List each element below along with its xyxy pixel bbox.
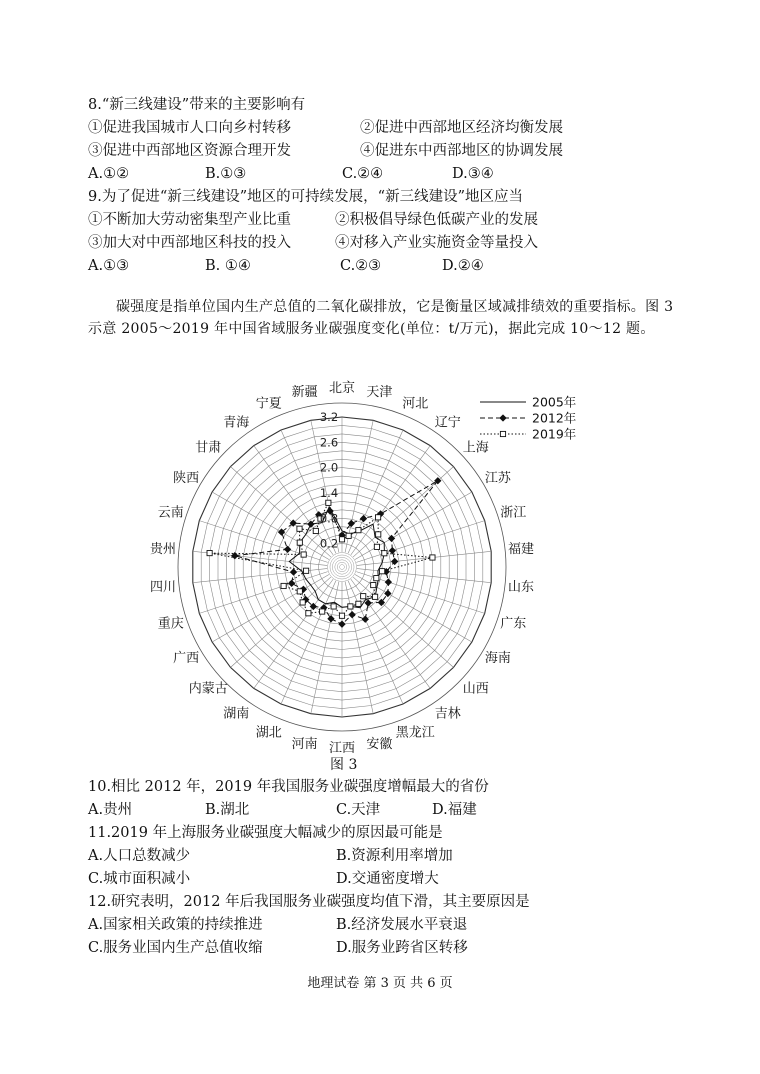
legend-marker-2012 [499, 414, 506, 421]
series-2019-point [379, 569, 384, 574]
series-2019-point [361, 594, 366, 599]
series-2019-point [326, 500, 331, 505]
q12-option-b: B.经济发展水平衰退 [336, 917, 468, 933]
category-label: 辽宁 [434, 415, 461, 431]
series-2019-point [339, 537, 344, 542]
series-2012-point [327, 615, 334, 622]
center-ring [328, 553, 357, 582]
series-2019-point [374, 576, 379, 581]
series-2019-point [331, 604, 336, 609]
series-2019-point [374, 544, 379, 549]
category-label: 宁夏 [255, 396, 282, 412]
category-label: 上海 [462, 440, 489, 456]
category-label: 云南 [157, 505, 184, 521]
q12-stem: 12.研究表明，2012 年后我国服务业碳强度均值下滑，其主要原因是 [88, 894, 530, 910]
q9-stem: 9.为了促进“新三线建设”地区的可持续发展，“新三线建设”地区应当 [88, 189, 523, 205]
series-2012-point [284, 546, 291, 553]
category-label: 贵州 [150, 542, 177, 558]
series-2012-point [348, 611, 355, 618]
legend-marker-2019 [500, 431, 505, 436]
q10-stem: 10.相比 2012 年，2019 年我国服务业碳强度增幅最大的省份 [88, 779, 489, 795]
passage-text: 碳强度是指单位国内生产总值的二氧化碳排放，它是衡量区域减排绩效的重要指标。图 3 示意 2005～2019 年中国省域服务业碳强度变化(单位：t/万元)，据此完成 10～12 题。 [88, 299, 674, 337]
q11-option-b: B.资源利用率增加 [336, 848, 453, 864]
category-label: 四川 [150, 579, 177, 595]
series-2019-point [313, 528, 318, 533]
grid-spoke [356, 521, 484, 563]
q8-stem: 8.“新三线建设”带来的主要影响有 [88, 97, 306, 113]
series-2012-point [290, 568, 297, 575]
series-2012-point [288, 580, 295, 587]
category-label: 天津 [366, 384, 393, 400]
radial-tick-label: 2.0 [319, 460, 339, 475]
category-label: 河北 [402, 396, 429, 412]
series-2012-point [362, 616, 369, 623]
q9-option-a: A.①③ [88, 258, 130, 274]
series-2019-point [306, 611, 311, 616]
category-label: 安徽 [366, 737, 393, 753]
series-2012-point [385, 578, 392, 585]
series-2012-point [389, 547, 396, 554]
q9-option-b: B. ①④ [205, 258, 251, 274]
category-label: 湖北 [255, 725, 282, 741]
figure-caption: 图 3 [330, 757, 358, 773]
q12-option-a: A.国家相关政策的持续推进 [88, 917, 263, 933]
page-footer: 地理试卷 第 3 页 共 6 页 [307, 976, 453, 991]
center-ring [337, 562, 347, 572]
category-label: 黑龙江 [395, 725, 435, 741]
q9-option-c: C.②③ [340, 258, 382, 274]
category-label: 江西 [328, 741, 356, 755]
category-label: 甘肃 [195, 440, 222, 456]
series-2019-point [348, 604, 353, 609]
legend-label: 2019年 [532, 426, 577, 442]
q8-statement-3: ③促进中西部地区资源合理开发 [88, 143, 291, 159]
series-2019-point [297, 540, 302, 545]
q9-statement-2: ②积极倡导绿色低碳产业的发展 [335, 212, 538, 228]
radar-chart [150, 380, 590, 755]
series-2019-point [382, 551, 387, 556]
category-label: 河南 [291, 737, 318, 753]
category-label: 山东 [507, 579, 535, 595]
category-label: 海南 [484, 651, 511, 666]
q10-option-a: A.贵州 [88, 802, 133, 818]
series-2019-point [301, 552, 306, 557]
q10-option-d: D.福建 [432, 802, 477, 818]
q8-option-d: D.③④ [452, 166, 494, 182]
category-label: 陕西 [173, 471, 200, 486]
category-label: 江苏 [484, 471, 511, 486]
series-2019-point [320, 609, 325, 614]
center-ring [340, 565, 345, 570]
series-2019-point [300, 600, 305, 605]
series-2012-point [360, 515, 367, 522]
grid-spoke [199, 572, 327, 614]
grid-spoke [199, 521, 327, 563]
category-label: 吉林 [434, 706, 461, 722]
q10-option-b: B.湖北 [205, 802, 250, 818]
center-ring [330, 555, 354, 579]
radial-tick-label: 3.2 [319, 410, 339, 424]
category-label: 山西 [462, 681, 489, 697]
category-label: 广东 [500, 616, 527, 632]
category-label: 湖南 [223, 706, 250, 722]
series-2012-point [338, 621, 345, 628]
q11-option-a: A.人口总数减少 [88, 848, 191, 864]
series-2012-point [388, 535, 395, 542]
q8-option-c: C.②④ [342, 166, 384, 182]
category-label: 浙江 [500, 505, 527, 521]
series-2019-point [304, 568, 309, 573]
series-2019-point [376, 532, 381, 537]
q11-stem: 11.2019 年上海服务业碳强度大幅减少的原因最可能是 [88, 825, 443, 841]
series-2019-point [207, 550, 212, 555]
radial-tick-label: 0.2 [319, 536, 339, 551]
category-label: 福建 [507, 542, 535, 558]
series-2019-point [281, 583, 286, 588]
series-2019-point [297, 526, 302, 531]
category-label: 青海 [223, 415, 250, 431]
series-2012-point [384, 590, 391, 597]
legend-label: 2012年 [532, 410, 577, 426]
q8-statement-2: ②促进中西部地区经济均衡发展 [360, 120, 563, 136]
center-ring [332, 557, 351, 576]
series-2019-point [356, 528, 361, 533]
q12-option-c: C.服务业国内生产总值收缩 [88, 940, 263, 956]
chart-radial-ticks [320, 410, 338, 551]
series-2019-point [339, 613, 344, 618]
category-label: 重庆 [157, 616, 184, 632]
category-label: 新疆 [291, 384, 318, 400]
q8-option-a: A.①② [88, 166, 130, 182]
grid-spoke [254, 579, 333, 688]
series-2019-point [371, 582, 376, 587]
q8-statement-1: ①促进我国城市人口向乡村转移 [88, 120, 291, 136]
chart-legend [480, 395, 576, 442]
passage [88, 296, 678, 340]
q8-option-b: B.①③ [205, 166, 247, 182]
q9-statement-3: ③加大对中西部地区科技的投入 [88, 235, 291, 251]
radial-tick-label: 2.6 [319, 435, 339, 450]
series-2019-point [346, 533, 351, 538]
category-label: 内蒙古 [188, 681, 228, 697]
q10-option-c: C.天津 [336, 802, 381, 818]
radial-tick-label: 0.8 [319, 511, 339, 526]
q11-option-d: D.交通密度增大 [336, 871, 439, 887]
series-2019-point [356, 601, 361, 606]
radial-tick-label: 1.4 [319, 485, 339, 500]
q8-statement-4: ④促进东中西部地区的协调发展 [360, 143, 563, 159]
grid-spoke [311, 582, 339, 714]
q9-statement-4: ④对移入产业实施资金等量投入 [335, 235, 538, 251]
q9-option-d: D.②④ [442, 258, 484, 274]
series-2019-point [430, 555, 435, 560]
category-label: 北京 [328, 381, 356, 396]
legend-label: 2005年 [532, 394, 577, 410]
series-2019-point [372, 594, 377, 599]
q12-option-d: D.服务业跨省区转移 [336, 940, 468, 956]
q9-statement-1: ①不断加大劳动密集型产业比重 [88, 212, 291, 228]
q11-option-c: C.城市面积减小 [88, 871, 191, 887]
series-2019-point [297, 589, 302, 594]
category-label: 广西 [173, 651, 200, 666]
series-2019-point [375, 515, 380, 520]
